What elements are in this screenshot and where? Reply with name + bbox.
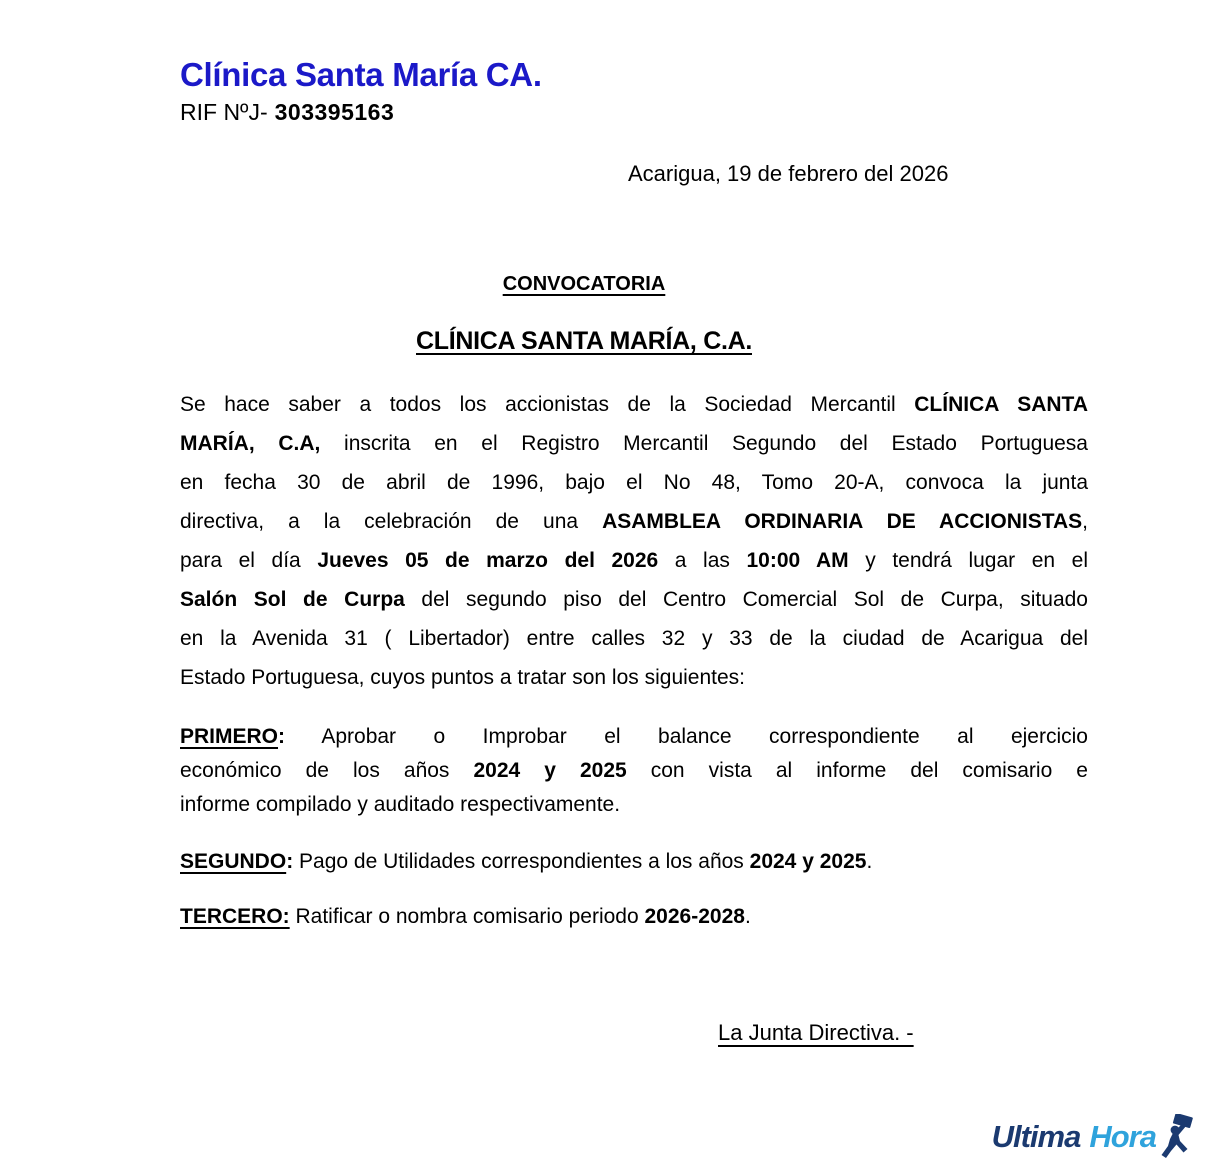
text-line: [180, 385, 1088, 424]
text-line: [180, 424, 1088, 463]
text-segment: Aprobar o Improbar el balance correspondiente al ejercicio: [285, 725, 1088, 748]
text-segment: Se hace saber a todos los accionistas de la Sociedad Mercantil: [180, 393, 915, 416]
text-segment: económico de los años: [180, 759, 474, 782]
text-segment: del segundo piso del Centro Comercial Sol de Curpa, situado: [404, 588, 1088, 611]
emphasized-text: 2024 y 2025: [473, 759, 627, 782]
text-line: [180, 788, 1088, 822]
text-line: [180, 658, 1088, 697]
text-line: [180, 541, 1088, 580]
heading-company: [180, 326, 988, 356]
dateline: Acarigua, 19 de febrero del 2026: [628, 161, 949, 186]
primero-paragraph: [180, 720, 1088, 822]
text-line: [180, 903, 1088, 931]
signature-text: La Junta Directiva. -: [718, 1020, 914, 1045]
text-segment: en la Avenida 31 ( Libertador) entre calles 32 y 33 de la ciudad de Acarigua del: [180, 627, 1088, 650]
logo-word-hora: Hora: [1089, 1119, 1156, 1154]
text-segment: Ratificar o nombra comisario periodo: [289, 905, 645, 928]
emphasized-text: :: [286, 850, 294, 873]
text-line: [180, 463, 1088, 502]
emphasized-text: 10:00 AM: [746, 549, 849, 572]
text-segment: Pago de Utilidades correspondientes a los años: [293, 850, 750, 873]
text-line: [180, 580, 1088, 619]
text-segment: .: [744, 905, 751, 928]
text-line: [180, 619, 1088, 658]
text-segment: Estado Portuguesa, cuyos puntos a tratar son los siguientes:: [180, 666, 746, 689]
heading-convocatoria: [180, 272, 988, 296]
text-segment: ,: [1082, 510, 1088, 533]
rif-line: [180, 97, 1088, 127]
logo-word-ultima: Ultima: [991, 1119, 1081, 1154]
text-segment: en fecha 30 de abril de 1996, bajo el No 48, Tomo 20-A, convoca la junta: [180, 471, 1088, 494]
text-segment: .: [866, 850, 873, 873]
rif-label: RIF NºJ-: [180, 99, 268, 125]
emphasized-text: Salón Sol de Curpa: [180, 588, 405, 611]
emphasized-text: :: [278, 725, 286, 748]
text-line: [180, 502, 1088, 541]
text-segment: para el día: [180, 549, 318, 572]
emphasized-text: 2026-2028: [644, 905, 745, 928]
text-line: [180, 754, 1088, 788]
heading-convocatoria-text: CONVOCATORIA: [502, 273, 666, 295]
segundo-paragraph: [180, 848, 1088, 876]
document-body: [180, 385, 1088, 931]
text-segment: a las: [658, 549, 747, 572]
emphasized-text: PRIMERO: [180, 725, 279, 748]
company-letterhead-title: Clínica Santa María CA.: [180, 56, 542, 93]
ultima-hora-logo: [992, 1114, 1196, 1160]
text-line: [180, 720, 1088, 754]
emphasized-text: Jueves 05 de marzo del 2026: [317, 549, 659, 572]
heading-company-text: CLÍNICA SANTA MARÍA, C.A.: [416, 327, 752, 355]
text-segment: directiva, a la celebración de una: [180, 510, 603, 533]
emphasized-text: ASAMBLEA ORDINARIA DE ACCIONISTAS: [602, 510, 1083, 533]
tercero-paragraph: [180, 903, 1088, 931]
text-segment: y tendrá lugar en el: [848, 549, 1088, 572]
text-segment: informe compilado y auditado respectivamente.: [180, 793, 621, 816]
emphasized-text: CLÍNICA SANTA: [914, 393, 1088, 416]
runner-with-newspaper-icon: [1158, 1114, 1196, 1160]
emphasized-text: 2024 y 2025: [749, 850, 867, 873]
signature-block: [180, 1019, 1088, 1047]
emphasized-text: SEGUNDO: [180, 850, 287, 873]
emphasized-text: TERCERO:: [180, 905, 290, 928]
text-segment: inscrita en el Registro Mercantil Segundo del Estado Portuguesa: [320, 432, 1088, 455]
emphasized-text: MARÍA, C.A,: [180, 432, 321, 455]
intro-paragraph: [180, 385, 1088, 697]
rif-number: 303395163: [274, 99, 395, 125]
text-line: [180, 848, 1088, 876]
text-segment: con vista al informe del comisario e: [626, 759, 1088, 782]
